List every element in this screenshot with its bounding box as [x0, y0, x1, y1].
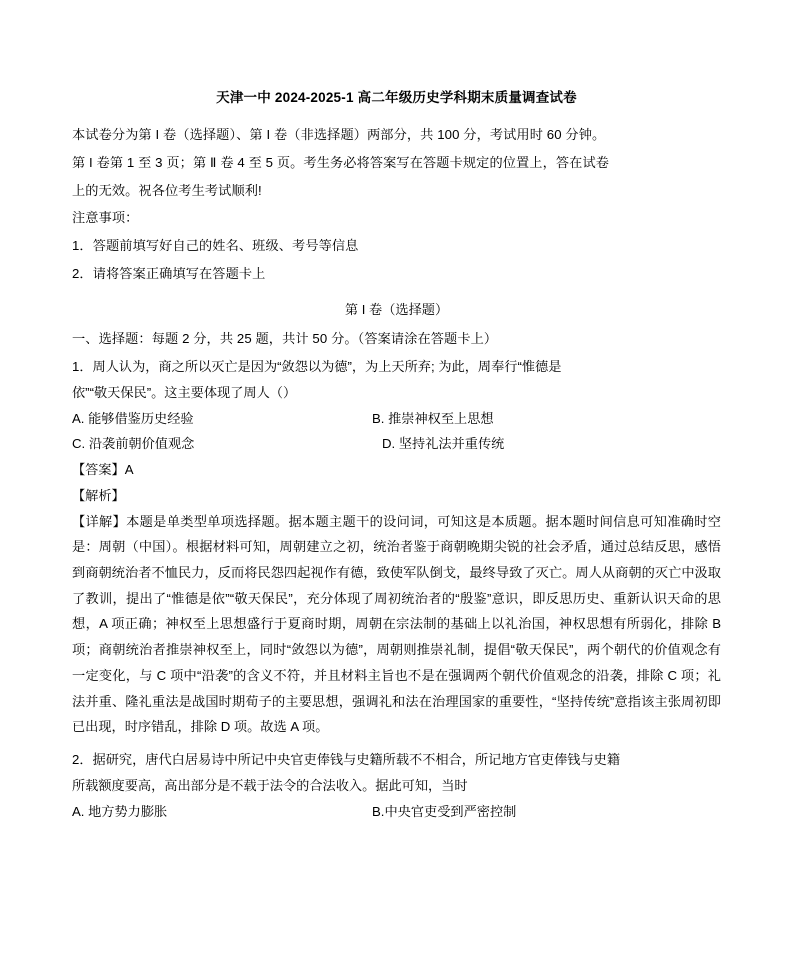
question-1-stem-line-1: 1．周人认为，商之所以灭亡是因为“敛怨以为德”，为上天所弃; 为此，周奉行“惟德是: [72, 359, 562, 375]
question-2-option-a: A. 地方势力膨胀: [72, 803, 168, 819]
intro-line-1: 本试卷分为第 I 卷（选择题）、第 I 卷（非选择题）两部分，共 100 分，考试用时 60 分钟。: [72, 127, 606, 143]
question-2-option-b: B.中央官吏受到严密控制: [372, 803, 517, 819]
question-1-option-a: A. 能够借鉴历史经验: [72, 410, 194, 426]
question-1-answer: 【答案】A: [72, 462, 134, 478]
section-header: 第 I 卷（选择题）: [344, 301, 449, 317]
question-1-detail: 【详解】本题是单类型单项选择题。据本题主题干的设问词，可知这是本质题。据本题时间信息可知准确时空是：周朝（中国）。根据材料可知，周朝建立之初，统治者鉴于商朝晚期尖锐的社会矛盾，通过总结反思，感悟到商朝统治者不恤民力，反而将民怨四起视作有德，致使军队倒戈，最终导致了灭亡。周人从商朝的灭亡中汲取了教训，提出了“惟德是依”“敬天保民”，充分体现了周初统治者的“殷鉴”意识，即反思历史、重新认识天命的思想，A 项正确；神权至上思想盛行于夏商时期，周朝在宗法制的基础上以礼治国，神权思想有所弱化，排除 B 项；商朝统治者推崇神权至上，同时“敛怨以为德”，周朝则推崇礼制，提倡“敬天保民”，两个朝代的价值观念有一定变化，与 C 项中“沿袭”的含义不符，并且材料主旨也不是在强调两个朝代价值观念的沿袭，排除 C 项；礼法并重、隆礼重法是战国时期荀子的主要思想，强调礼和法在治理国家的重要性，“坚持传统”意指该主张周初即已出现，时序错乱，排除 D 项。故选 A 项。: [72, 513, 721, 735]
question-1-option-c: C. 沿袭前朝价值观念: [72, 436, 195, 452]
section-intro: 一、选择题：每题 2 分，共 25 题，共计 50 分。（答案请涂在答题卡上）: [72, 331, 498, 347]
question-2-stem-line-1: 2．据研究，唐代白居易诗中所记中央官吏俸钱与史籍所载不不相合，所记地方官吏俸钱与史籍: [72, 752, 621, 768]
notice-item-2: 2．请将答案正确填写在答题卡上: [72, 265, 266, 281]
page-title: 天津一中 2024-2025-1 高二年级历史学科期末质量调查试卷: [216, 90, 577, 105]
question-1-stem-line-2: 依”“敬天保民”。这主要体现了周人（）: [72, 384, 297, 400]
question-2-stem-line-2: 所载额度要高，高出部分是不载于法令的合法收入。据此可知，当时: [72, 777, 468, 793]
question-spacer: [72, 740, 721, 747]
question-2-options-ab: [72, 799, 721, 825]
question-1-options-cd: [72, 431, 721, 457]
question-1-option-b: B. 推崇神权至上思想: [372, 410, 494, 426]
question-1-options-ab: [72, 406, 721, 432]
question-1-analysis-label: 【解析】: [72, 487, 125, 503]
question-1-option-d: D. 坚持礼法并重传统: [382, 436, 505, 452]
intro-line-3: 上的无效。祝各位考生考试顺利!: [72, 182, 262, 198]
intro-line-2: 第 I 卷第 1 至 3 页；第 Ⅱ 卷 4 至 5 页。考生务必将答案写在答题卡规定的位置上，答在试卷: [72, 154, 610, 170]
notice-item-1: 1．答题前填写好自己的姓名、班级、考号等信息: [72, 238, 359, 254]
notice-title: 注意事项：: [72, 210, 139, 226]
